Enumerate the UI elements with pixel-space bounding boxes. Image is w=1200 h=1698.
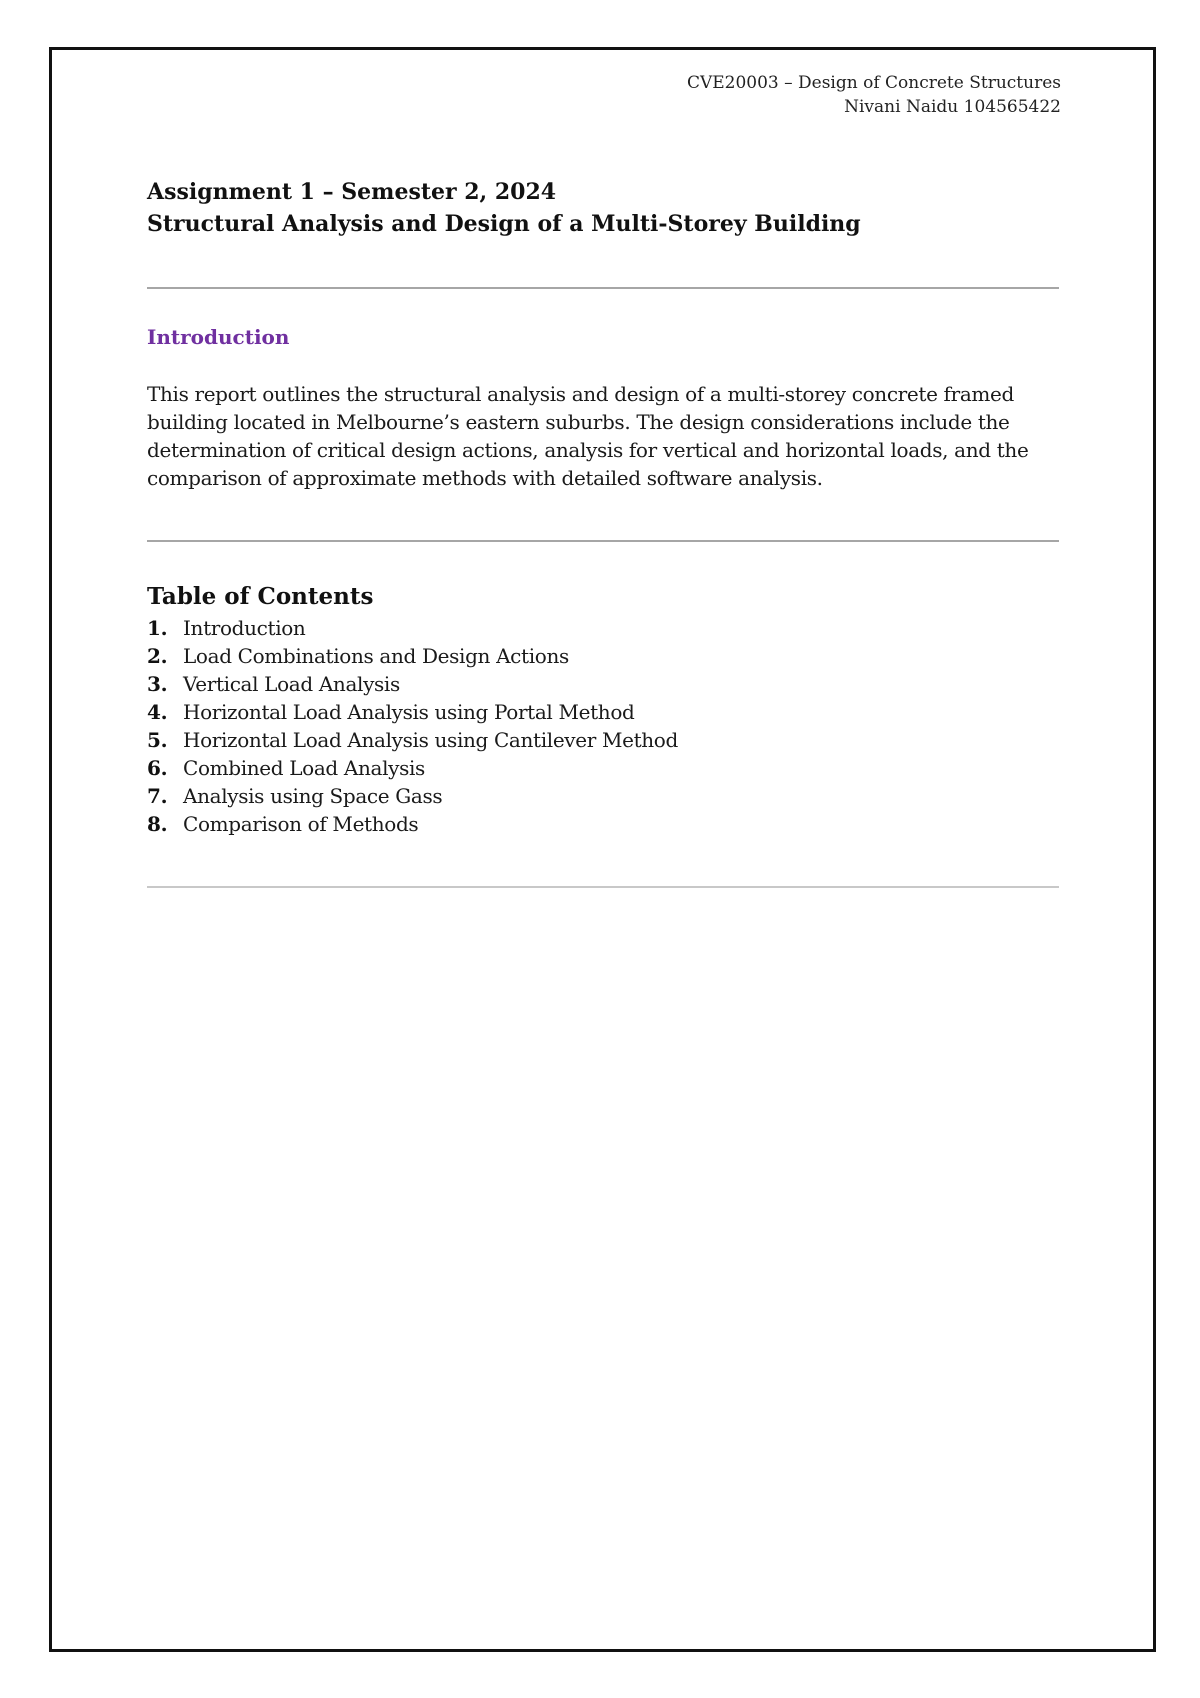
toc-item-label: Introduction <box>183 616 306 640</box>
toc-item <box>147 614 678 642</box>
toc-item-label: Horizontal Load Analysis using Portal Method <box>183 700 635 724</box>
toc-item <box>147 726 678 754</box>
toc-item-number: 5. <box>147 728 168 752</box>
toc-item-label: Horizontal Load Analysis using Cantilever Method <box>183 728 678 752</box>
introduction-heading: Introduction <box>147 325 290 349</box>
toc-item-label: Load Combinations and Design Actions <box>183 644 569 668</box>
toc-item-number: 8. <box>147 812 168 836</box>
introduction-paragraph: This report outlines the structural analysis and design of a multi-storey concrete framed building located in Melbourne’s eastern suburbs. The design considerations include the determination of critical design actions, analysis for vertical and horizontal loads, and the comparison of approximate methods with detailed software analysis. <box>147 382 1029 490</box>
toc-item-label: Combined Load Analysis <box>183 756 425 780</box>
toc-item-number: 3. <box>147 672 168 696</box>
toc-item-label: Comparison of Methods <box>183 812 419 836</box>
toc-item <box>147 754 678 782</box>
student-name-id: Nivani Naidu 104565422 <box>844 97 1061 117</box>
toc-item-label: Analysis using Space Gass <box>183 784 443 808</box>
divider-middle <box>147 540 1059 542</box>
toc-item-number: 4. <box>147 700 168 724</box>
toc-item-number: 6. <box>147 756 168 780</box>
divider-top <box>147 287 1059 289</box>
course-code-title: CVE20003 – Design of Concrete Structures <box>686 73 1061 93</box>
document-header <box>687 71 1061 119</box>
toc-item-number: 2. <box>147 644 168 668</box>
toc-item <box>147 782 678 810</box>
document-title <box>147 176 861 240</box>
toc-item <box>147 810 678 838</box>
assignment-title: Assignment 1 – Semester 2, 2024 <box>147 179 557 205</box>
toc-item <box>147 670 678 698</box>
toc-item <box>147 698 678 726</box>
toc-item-label: Vertical Load Analysis <box>183 672 400 696</box>
report-title: Structural Analysis and Design of a Multi-Storey Building <box>147 211 861 237</box>
toc-list <box>147 614 678 838</box>
toc-item-number: 7. <box>147 784 168 808</box>
toc-heading: Table of Contents <box>147 583 374 610</box>
toc-item-number: 1. <box>147 616 168 640</box>
divider-bottom <box>147 886 1059 888</box>
toc-item <box>147 642 678 670</box>
